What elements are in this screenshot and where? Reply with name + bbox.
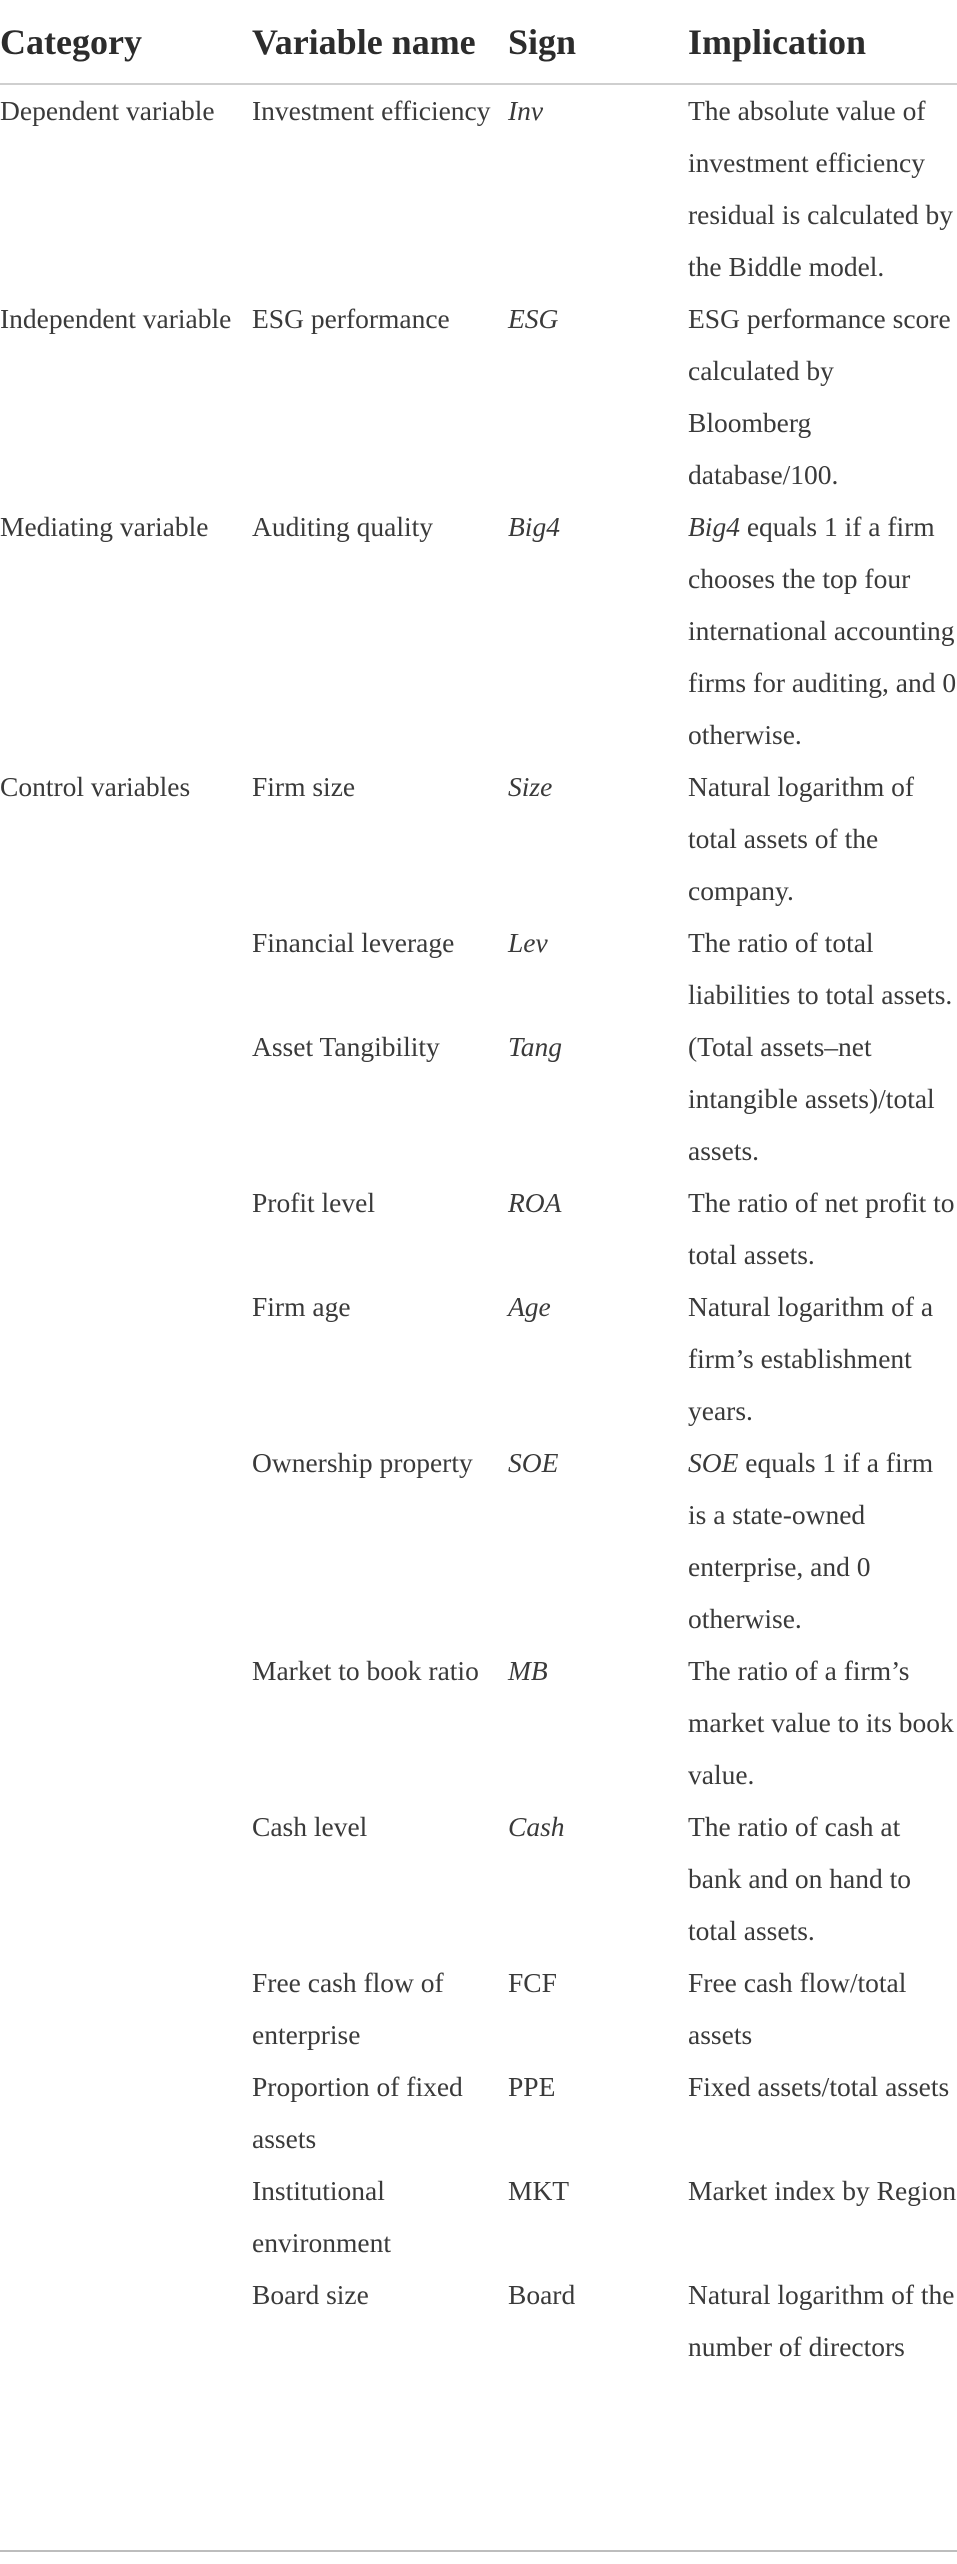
cell-variable: Asset Tangibility [252,1031,440,1062]
cell-category [0,1437,252,1645]
cell-implication: The absolute value of investment efficiency residual is calculated by the Biddle model. [688,95,953,282]
cell-sign: Size [508,771,553,802]
table-row [0,293,957,501]
cell-variable: Firm age [252,1291,351,1322]
cell-implication: The ratio of total liabilities to total assets. [688,927,953,1010]
cell-variable: Financial leverage [252,927,455,958]
cell-category [0,2269,252,2373]
table-header [0,0,957,84]
header-row [0,0,957,84]
cell-sign: PPE [508,2071,556,2102]
cell-category [0,1957,252,2061]
cell-sign: Board [508,2279,576,2310]
cell-implication: Natural logarithm of a firm’s establishment years. [688,1291,934,1426]
cell-implication: (Total assets–net intangible assets)/total assets. [688,1031,935,1166]
table-row [0,2165,957,2269]
cell-category: Control variables [0,771,191,802]
cell-category [0,1177,252,1281]
table-row [0,501,957,761]
cell-sign: Inv [508,95,544,126]
cell-sign: FCF [508,1967,557,1998]
cell-sign: Age [508,1291,551,1322]
cell-category: Dependent variable [0,95,215,126]
header-implication: Implication [688,0,957,84]
table-row [0,84,957,293]
cell-category: Independent variable [0,303,232,334]
cell-variable: Firm size [252,771,356,802]
cell-variable: Cash level [252,1811,368,1842]
cell-implication: ESG performance score calculated by Bloomberg database/100. [688,303,951,490]
cell-implication [688,501,957,761]
cell-sign: Tang [508,1031,563,1062]
cell-variable: Free cash flow of enterprise [252,1967,444,2050]
cell-category [0,1021,252,1177]
table-row [0,1957,957,2061]
table-row [0,2269,957,2373]
cell-variable: Proportion of fixed assets [252,2071,463,2154]
table-row [0,917,957,1021]
table-body [0,84,957,2373]
table-row [0,1645,957,1801]
cell-variable: Institutional environment [252,2175,391,2258]
header-sign: Sign [508,0,688,84]
cell-variable: Profit level [252,1187,375,1218]
header-variable-name: Variable name [252,0,508,84]
header-category: Category [0,0,252,84]
cell-variable: Ownership property [252,1447,473,1478]
cell-implication: The ratio of a firm’s market value to its book value. [688,1655,954,1790]
cell-implication: The ratio of cash at bank and on hand to total assets. [688,1811,912,1946]
cell-sign: ROA [508,1187,562,1218]
table-row [0,1437,957,1645]
cell-sign: Big4 [508,511,560,542]
table-row [0,761,957,917]
cell-sign: MB [508,1655,548,1686]
cell-variable: Market to book ratio [252,1655,479,1686]
cell-category [0,2165,252,2269]
cell-implication: Natural logarithm of the number of directors [688,2279,955,2362]
cell-category [0,2061,252,2165]
implication-text: equals 1 if a firm is a state-owned enterprise, and 0 otherwise. [688,1447,934,1634]
cell-implication: Fixed assets/total assets [688,2071,950,2102]
cell-category [0,917,252,1021]
cell-category [0,1801,252,1957]
table-row [0,1281,957,1437]
cell-implication [688,1437,957,1645]
cell-category [0,1645,252,1801]
cell-sign: MKT [508,2175,570,2206]
cell-sign: ESG [508,303,559,334]
cell-implication: Free cash flow/total assets [688,1967,907,2050]
table-row [0,1177,957,1281]
table-row [0,2061,957,2165]
cell-category: Mediating variable [0,511,209,542]
table-row [0,1801,957,1957]
cell-sign: SOE [508,1447,559,1478]
cell-implication: Natural logarithm of total assets of the company. [688,771,915,906]
cell-implication: Market index by Region [688,2175,957,2206]
implication-text: equals 1 if a firm chooses the top four international accounting firms for auditing, and 0 otherwise. [688,511,957,750]
cell-variable: Auditing quality [252,511,434,542]
table-row [0,1021,957,1177]
cell-variable: ESG performance [252,303,450,334]
cell-category [0,1281,252,1437]
cell-variable: Investment efficiency [252,95,491,126]
cell-implication: The ratio of net profit to total assets. [688,1187,955,1270]
cell-sign: Lev [508,927,548,958]
table-bottom-rule [0,2550,957,2552]
implication-italic-term: SOE [688,1447,739,1478]
cell-variable: Board size [252,2279,369,2310]
cell-sign: Cash [508,1811,565,1842]
implication-italic-term: Big4 [688,511,740,542]
